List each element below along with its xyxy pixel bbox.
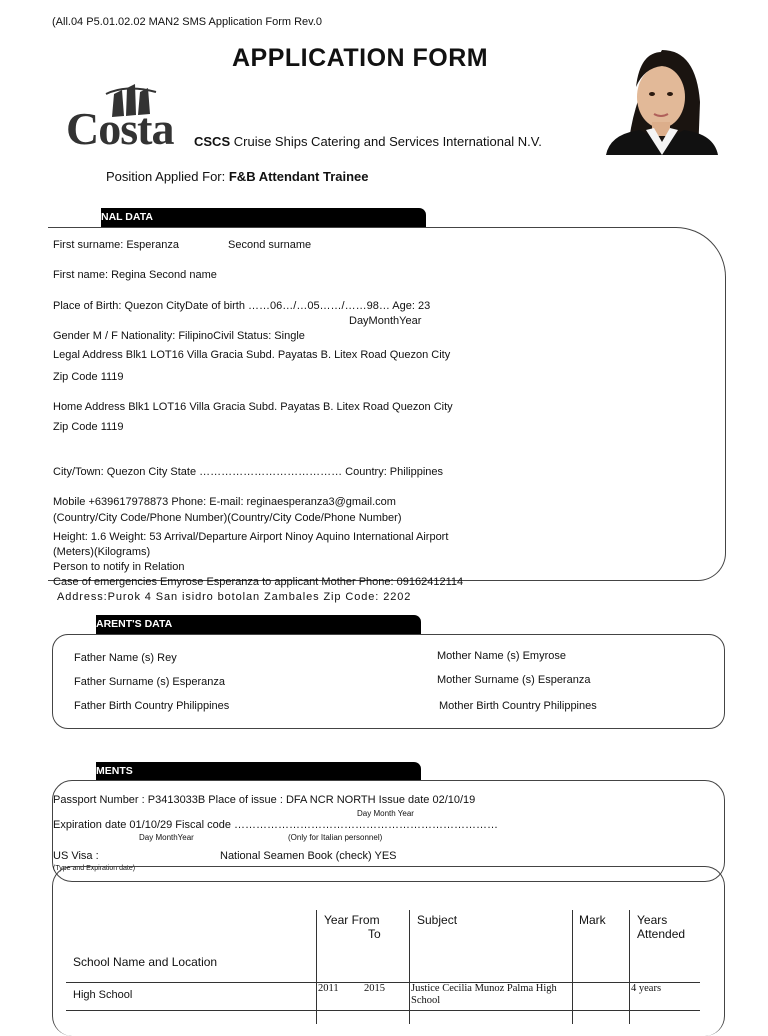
position-applied <box>106 169 369 184</box>
fiscal-sub: (Only for Italian personnel) <box>288 833 383 842</box>
dob-sub: DayMonthYear <box>349 315 422 327</box>
mobile-line: Mobile +639617978873 Phone: E-mail: reginaesperanza3@gmail.com <box>53 496 396 508</box>
first-name: First name: Regina Second name <box>53 269 217 281</box>
section-parents-title: ARENT'S DATA <box>96 618 173 630</box>
notify-line: Person to notify in Relation <box>53 561 185 573</box>
usvisa-label: US Visa : <box>53 850 99 862</box>
father-country: Father Birth Country Philippines <box>74 700 230 712</box>
emergency-line: Case of emergencies Emyrose Esperanza to applicant Mother Phone: 09162412114 <box>53 576 464 588</box>
second-surname: Second surname <box>228 239 312 251</box>
company-short: CSCS <box>194 134 231 149</box>
legal-zip: Zip Code 1119 <box>53 371 124 383</box>
height-sub: (Meters)(Kilograms) <box>53 546 151 558</box>
row1-from: 2011 <box>318 983 339 994</box>
page-title: APPLICATION FORM <box>232 44 489 72</box>
father-name: Father Name (s) Rey <box>74 652 177 664</box>
company-line <box>194 134 542 149</box>
company-full: Cruise Ships Catering and Services International N.V. <box>233 134 542 149</box>
costa-logo <box>66 82 191 152</box>
city-line: City/Town: Quezon City State ………………………………… Country: Philippines <box>53 466 444 478</box>
section-parents-data <box>96 615 421 634</box>
col-year-to: To <box>368 927 381 941</box>
father-surname: Father Surname (s) Esperanza <box>74 676 226 688</box>
col-mark: Mark <box>579 913 606 927</box>
section-personal-data <box>101 208 426 227</box>
expiration-sub: Day MonthYear <box>139 833 194 842</box>
mother-surname: Mother Surname (s) Esperanza <box>437 674 591 686</box>
passport-sub: Day Month Year <box>357 809 414 818</box>
expiration-line: Expiration date 01/10/29 Fiscal code ……………………………………………………………… <box>53 819 499 831</box>
form-code: (All.04 P5.01.02.02 MAN2 SMS Application Form Rev.0 <box>52 16 323 28</box>
gender-line: Gender M / F Nationality: FilipinoCivil Status: Single <box>53 330 305 342</box>
edu-divider-1 <box>316 910 317 1024</box>
home-zip: Zip Code 1119 <box>53 421 124 433</box>
edu-divider-3 <box>572 910 573 1024</box>
seamen-book: National Seamen Book (check) YES <box>220 850 397 862</box>
passport-line: Passport Number : P3413033B Place of issue : DFA NCR NORTH Issue date 02/10/19 <box>53 794 476 806</box>
home-address: Home Address Blk1 LOT16 Villa Gracia Subd. Payatas B. Litex Road Quezon City <box>53 401 453 413</box>
col-year-from: Year From <box>324 913 380 927</box>
logo-text: Costa <box>66 103 174 154</box>
usvisa-sub: (Type and Expiration date) <box>53 865 136 872</box>
col-subject: Subject <box>417 913 458 927</box>
legal-address: Legal Address Blk1 LOT16 Villa Gracia Subd. Payatas B. Litex Road Quezon City <box>53 349 451 361</box>
row1-years: 4 years <box>631 983 662 994</box>
row1-school: High School <box>73 989 133 1001</box>
mother-name: Mother Name (s) Emyrose <box>437 650 566 662</box>
section-documents-title: MENTS <box>96 765 133 777</box>
section-documents <box>96 762 421 781</box>
emergency-address: Address:Purok 4 San isidro botolan Zambales Zip Code: 2202 <box>57 591 412 603</box>
phone-sub: (Country/City Code/Phone Number)(Country/City Code/Phone Number) <box>53 512 402 524</box>
position-label: Position Applied For: <box>106 169 229 184</box>
mother-country: Mother Birth Country Philippines <box>439 700 597 712</box>
row1-subject-2: School <box>411 995 441 1006</box>
row1-to: 2015 <box>364 983 385 994</box>
place-of-birth: Place of Birth: Quezon CityDate of birth ……06…/…05……/……98… Age: 23 <box>53 300 431 312</box>
edu-divider-4 <box>629 910 630 1024</box>
edu-divider-2 <box>409 910 410 1024</box>
applicant-photo <box>600 42 724 155</box>
first-surname: First surname: Esperanza <box>53 239 179 251</box>
col-years: Years <box>637 913 668 927</box>
edu-row-rule <box>66 1010 700 1011</box>
height-line: Height: 1.6 Weight: 53 Arrival/Departure Airport Ninoy Aquino International Airport <box>53 531 449 543</box>
col-school: School Name and Location <box>73 955 218 969</box>
position-value: F&B Attendant Trainee <box>228 169 369 184</box>
section-personal-title: NAL DATA <box>101 211 153 223</box>
col-attended: Attended <box>637 927 686 941</box>
row1-subject: Justice Cecilia Munoz Palma High <box>411 983 557 994</box>
